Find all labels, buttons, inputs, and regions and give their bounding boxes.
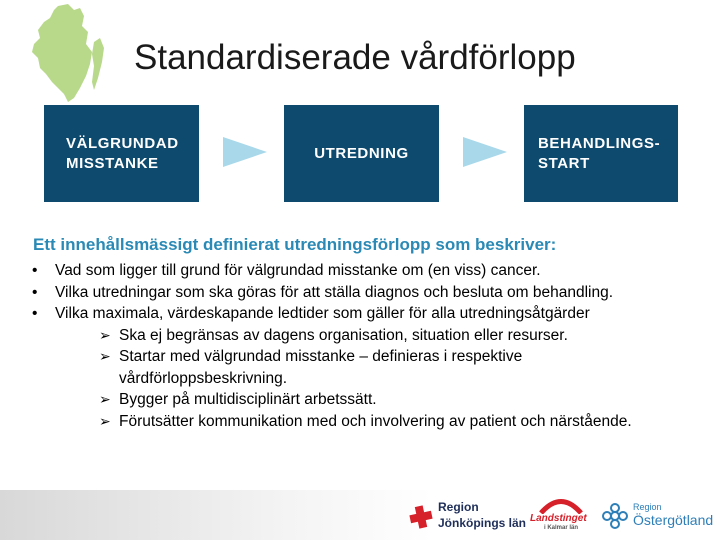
flow-step-utredning (284, 105, 439, 202)
region-jonkoping-logo (408, 496, 527, 536)
bullet-dot-icon: • (32, 283, 38, 301)
flow-step-label: UTREDNING (314, 144, 409, 162)
bullet-list (30, 260, 710, 432)
arc-icon (538, 496, 584, 514)
section-heading: Ett innehållsmässigt definierat utredningsförlopp som beskriver: (33, 235, 557, 254)
bullet-item (30, 303, 710, 325)
page-title: Standardiserade vårdförlopp (134, 38, 576, 77)
sub-bullet-text: Ska ej begränsas av dagens organisation, situation eller resurser. (119, 326, 568, 344)
arrowhead-bullet-icon: ➢ (99, 326, 111, 343)
logo-text: Jönköpings län (438, 516, 527, 530)
bullet-text: Vad som ligger till grund för välgrundad misstanke om (en viss) cancer. (55, 262, 541, 279)
bullet-dot-icon: • (32, 305, 38, 322)
bullet-text: Vilka utredningar som ska göras för att ställa diagnos och besluta om behandling. (55, 283, 614, 301)
red-cross-icon (408, 504, 434, 530)
sub-bullet-text: Förutsätter kommunikation med och involvering av patient och närstående. (119, 412, 632, 430)
arrowhead-bullet-icon: ➢ (99, 391, 111, 407)
sub-bullet-item (30, 325, 710, 347)
logo-text: Region (438, 500, 479, 514)
flow-step-label: BEHANDLINGS- START (538, 134, 661, 172)
logo-text: Region (633, 502, 662, 512)
region-map-logo (28, 2, 110, 104)
bullet-item (30, 282, 710, 304)
flow-step-valgrundad-misstanke (44, 105, 199, 202)
sub-bullet-item (30, 389, 710, 411)
flower-icon (601, 502, 629, 530)
landstinget-kalmar-logo (530, 496, 592, 536)
flow-step-label: VÄLGRUNDAD MISSTANKE (66, 134, 179, 172)
sub-bullet-text: Startar med välgrundad misstanke – definieras i respektive vårdförloppsbeskrivning. (119, 348, 523, 387)
arrowhead-bullet-icon: ➢ (99, 412, 111, 429)
bullet-item (30, 260, 710, 282)
sub-bullet-text: Bygger på multidisciplinärt arbetssätt. (119, 391, 377, 408)
sub-bullet-item (30, 411, 710, 433)
arrow-right-icon (223, 137, 267, 167)
flow-step-behandlingsstart (524, 105, 678, 202)
bullet-dot-icon: • (32, 262, 38, 279)
region-ostergotland-logo (601, 496, 713, 536)
arrow-right-icon (463, 137, 507, 167)
logo-text: Östergötland (633, 512, 714, 528)
arrowhead-bullet-icon: ➢ (99, 348, 111, 364)
bullet-text: Vilka maximala, värdeskapande ledtider som gäller för alla utredningsåtgärder (55, 305, 590, 322)
logo-text: Landstinget (530, 513, 587, 524)
logo-text: i Kalmar län (544, 525, 579, 531)
sub-bullet-item (30, 346, 710, 389)
